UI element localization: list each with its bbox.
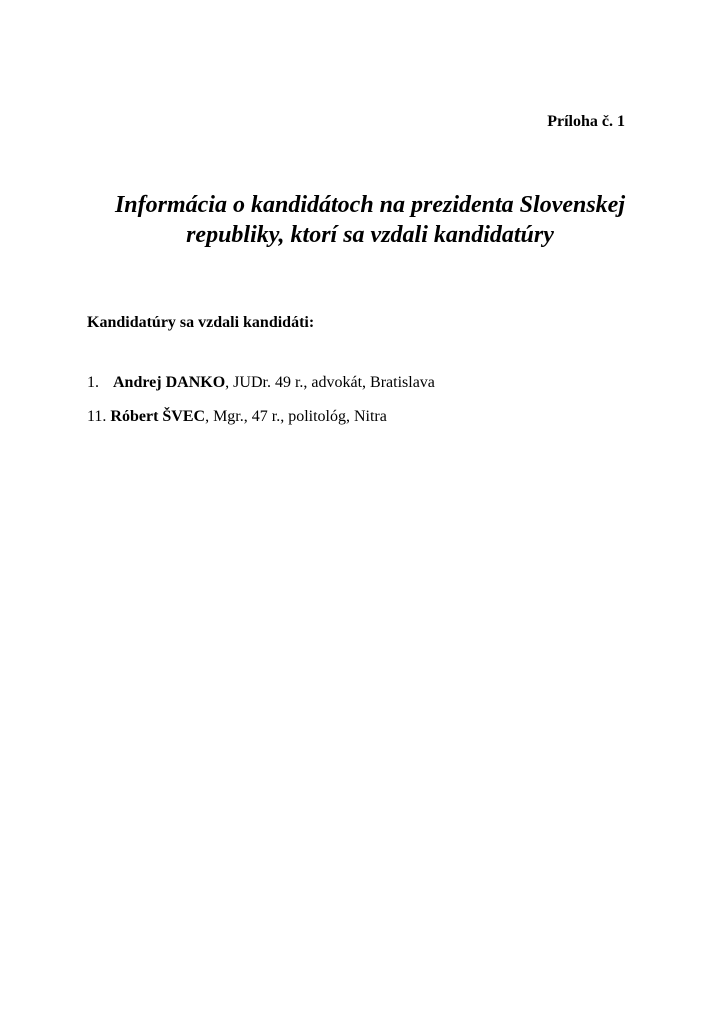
candidate-name: Róbert ŠVEC xyxy=(110,408,206,425)
candidate-list xyxy=(87,373,435,441)
annex-label: Príloha č. 1 xyxy=(547,113,625,130)
candidate-details: , Mgr., 47 r., politológ, Nitra xyxy=(205,408,387,425)
document-title-line-2: republiky, ktorí sa vzdali kandidatúry xyxy=(186,222,554,248)
candidate-details: , JUDr. 49 r., advokát, Bratislava xyxy=(225,374,435,391)
section-heading: Kandidatúry sa vzdali kandidáti: xyxy=(87,314,315,331)
candidate-item xyxy=(87,407,435,426)
candidate-name: Andrej DANKO xyxy=(113,374,226,391)
candidate-number: 11. xyxy=(87,408,107,425)
candidate-item xyxy=(87,373,435,392)
document-title xyxy=(60,190,680,250)
document-title-line-1: Informácia o kandidátoch na prezidenta Slovenskej xyxy=(114,192,626,218)
candidate-number: 1. xyxy=(87,374,99,391)
